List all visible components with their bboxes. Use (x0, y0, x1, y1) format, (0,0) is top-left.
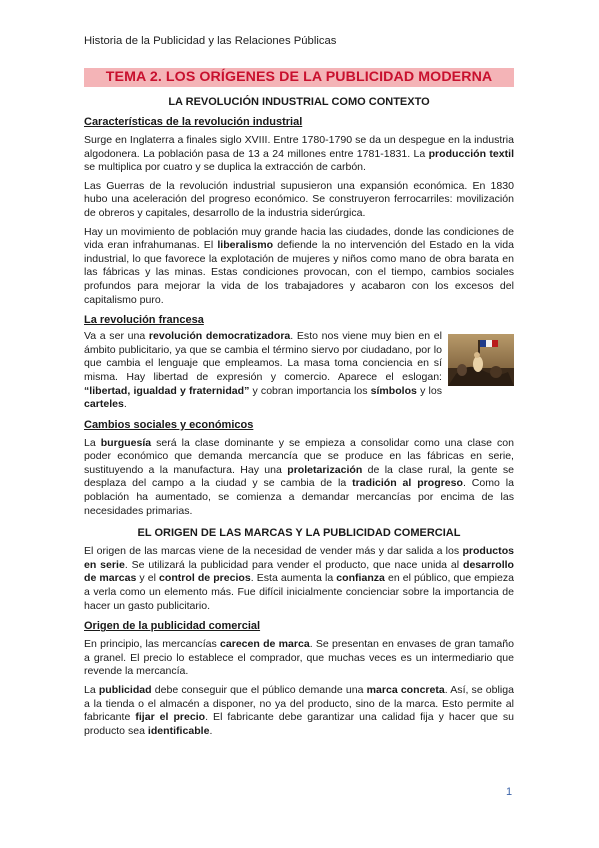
section-title-brands: EL ORIGEN DE LAS MARCAS Y LA PUBLICIDAD COMERCIAL (137, 527, 461, 540)
paragraph: Las Guerras de la revolución industrial supusieron una expansión económica. En 1830 hubo una aceleración del progreso económico. Se construyeron ferrocarriles: movilización de obreros y capitales, desarrollo de la industria siderúrgica. (84, 179, 514, 219)
paragraph: La burguesía será la clase dominante y se empieza a consolidar como una clase con poder económico que demanda mercancía que se produce en las fábricas en serie, sustituyendo a la manufactura. Hay una proletarización de la clase rural, la gente se desplaza del campo a la ciudad y se cambia de la tradición al progreso. Como la población ha aumentado, se comienza a demandar mercancías por encima de las necesidades primarias. (84, 436, 514, 517)
paragraph: La publicidad debe conseguir que el público demande una marca concreta. Así, se obliga a la tienda o el almacén a disponer, no ya del producto, sino de la marca. Esto permite al fabricante fijar el precio. El fabricante debe garantizar una calidad fija y hacer que su producto sea identificable. (84, 684, 515, 737)
heading-french-revolution: La revolución francesa (84, 314, 204, 327)
heading-industrial-revolution: Características de la revolución industrial (84, 116, 303, 128)
liberty-painting-image (448, 334, 514, 386)
section-title-industrial: LA REVOLUCIÓN INDUSTRIAL COMO CONTEXTO (168, 96, 430, 108)
paragraph: Hay un movimiento de población muy grande hacia las ciudades, donde las condiciones de vida eran infrahumanas. El liberalismo defiende la no intervención del Estado en la vida industrial, lo que favorece la explotación de mujeres y niños como mano de obra barata en las fábricas y las minas. Estas condiciones provocan, con el tiempo, cambios sociales profundos para mejorar la vida de los trabajadores y acabaron con los excesos del capitalismo puro. (84, 225, 514, 306)
page-body (84, 68, 514, 738)
page-number: 1 (506, 786, 513, 798)
heading-commercial-advertising: Origen de la publicidad comercial (84, 620, 261, 633)
document-header: Historia de la Publicidad y las Relaciones Públicas (84, 35, 337, 47)
paragraph: El origen de las marcas viene de la necesidad de vender más y dar salida a los productos en serie. Se utilizará la publicidad para vender el producto, que nace unida al desarrollo de marcas y el control de precios. Esta aumenta la confianza en el público, que empieza a verla como un elemento más. Fue difícil inicialmente concienciar sobre la importancia de hacer un gasto publicitario. (84, 545, 514, 612)
paragraph: En principio, las mercancías carecen de marca. Se presentan en envases de gran tamaño a granel. El precio lo establece el comprador, que muchas veces es un intermediario que revende la mercancía. (84, 638, 514, 678)
paragraph: Surge en Inglaterra a finales siglo XVIII. Entre 1780-1790 se da un despegue en la industria algodonera. La población pasa de 13 a 24 millones entre 1781-1831. La producción textil se multiplica por cuatro y se duplica la extracción de carbón. (84, 134, 515, 174)
chapter-title: TEMA 2. LOS ORÍGENES DE LA PUBLICIDAD MODERNA (84, 68, 514, 87)
heading-social-changes: Cambios sociales y económicos (84, 418, 254, 431)
french-revolution-block (84, 330, 514, 412)
paragraph: Va a ser una revolución democratizadora. Esto nos viene muy bien en el ámbito publicitario, ya que se cambia el término siervo por ciudadano, por lo que cambia el lenguaje que empleamos. La masa toma conciencia en sí misma. Hay libertad de expresión y comercio. Aparece el eslogan: “libertad, igualdad y fraternidad” y cobran importancia los símbolos y los carteles. (84, 330, 514, 412)
